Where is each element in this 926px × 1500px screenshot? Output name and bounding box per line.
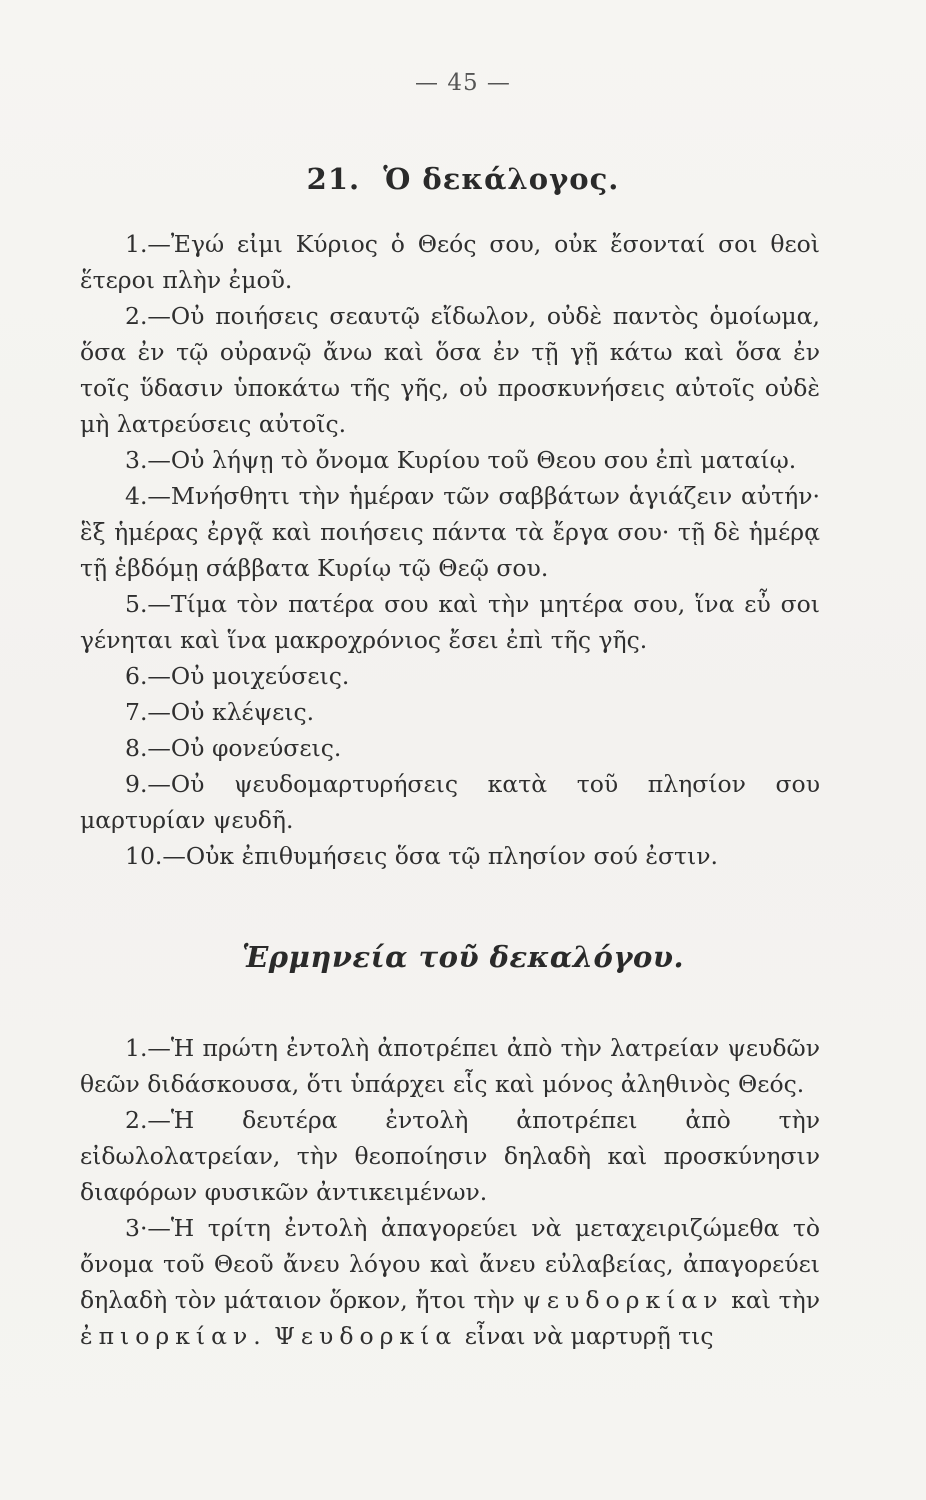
interpretation-3 (80, 1210, 820, 1354)
commandment-10: 10.—Οὐκ ἐπιθυμήσεις ὅσα τῷ πλησίον σού ἐστιν. (125, 842, 719, 870)
commandment-9: 9.—Οὐ ψευδομαρτυρήσεις κατὰ τοῦ πλησίον σου μαρτυρίαν ψευδῆ. (80, 770, 820, 834)
commandment-5: 5.—Τίμα τὸν πατέρα σου καὶ τὴν μητέρα σου, ἵνα εὖ σοι γένηται καὶ ἵνα μακροχρόνιος ἔσει ἐπὶ τῆς γῆς. (80, 590, 820, 654)
interpretation-2: 2.—Ἡ δευτέρα ἐντολὴ ἀποτρέπει ἀπὸ τὴν εἰδωλολατρείαν, τὴν θεοποίησιν δηλαδὴ καὶ προσκύνησιν διαφόρων φυσικῶν ἀντικειμένων. (80, 1106, 820, 1206)
page-number: — 45 — (415, 70, 511, 96)
commandment-2: 2.—Οὐ ποιήσεις σεαυτῷ εἴδωλον, οὐδὲ παντὸς ὁμοίωμα, ὅσα ἐν τῷ οὐρανῷ ἄνω καὶ ὅσα ἐν τῇ γῇ κάτω καὶ ὅσα ἐν τοῖς ὕδασιν ὑποκάτω τῆς γῆς, οὐ προσκυνήσεις αὐτοῖς οὐδὲ μὴ λατρεύσεις αὐτοῖς. (80, 302, 820, 438)
term-pseudorkia-definition: Ψευδορκία (274, 1322, 458, 1350)
commandment-7: 7.—Οὐ κλέψεις. (125, 698, 315, 726)
interpretation-3-tail: εἶναι νὰ μαρτυρῇ τις (464, 1322, 714, 1350)
interpretation-3-lead: 3·—Ἡ τρίτη ἐντολὴ ἀπαγορεύει νὰ μεταχειριζώμεθα τὸ ὄνομα τοῦ Θεοῦ ἄνευ λόγου καὶ ἄνευ εὐλαβείας, ἀπαγορεύει δηλαδὴ τὸν μάταιον ὅρκον, ἤτοι τὴν (80, 1214, 820, 1314)
section-heading (0, 162, 926, 196)
term-pseudorkia: ψευδορκίαν (522, 1286, 724, 1314)
term-epiorkia: ἐπιορκίαν. (80, 1322, 267, 1350)
commandment-1: 1.—Ἐγώ εἰμι Κύριος ὁ Θεός σου, οὐκ ἔσονταί σοι θεοὶ ἕτεροι πλὴν ἐμοῦ. (80, 230, 820, 294)
section-number: 21. (306, 162, 361, 196)
interpretation-3-mid: καὶ τὴν (731, 1286, 820, 1314)
commandment-4: 4.—Μνήσθητι τὴν ἡμέραν τῶν σαββάτων ἁγιάζειν αὐτήν· ἓξ ἡμέρας ἐργᾷ καὶ ποιήσεις πάντα τὰ ἔργα σου· τῇ δὲ ἡμέρᾳ τῇ ἑβδόμῃ σάββατα Κυρίῳ τῷ Θεῷ σου. (80, 482, 820, 582)
commandment-6: 6.—Οὐ μοιχεύσεις. (125, 662, 350, 690)
interpretation-1: 1.—Ἡ πρώτη ἐντολὴ ἀποτρέπει ἀπὸ τὴν λατρείαν ψευδῶν θεῶν διδάσκουσα, ὅτι ὑπάρχει εἷς καὶ μόνος ἀληθινὸς Θεός. (80, 1034, 820, 1098)
commandment-3: 3.—Οὐ λήψῃ τὸ ὄνομα Κυρίου τοῦ Θεου σου ἐπὶ ματαίῳ. (125, 446, 797, 474)
section-title: Ὁ δεκάλογος. (383, 162, 620, 196)
interpretation-heading: Ἑρμηνεία τοῦ δεκαλόγου. (241, 940, 685, 974)
commandment-8: 8.—Οὐ φονεύσεις. (125, 734, 342, 762)
